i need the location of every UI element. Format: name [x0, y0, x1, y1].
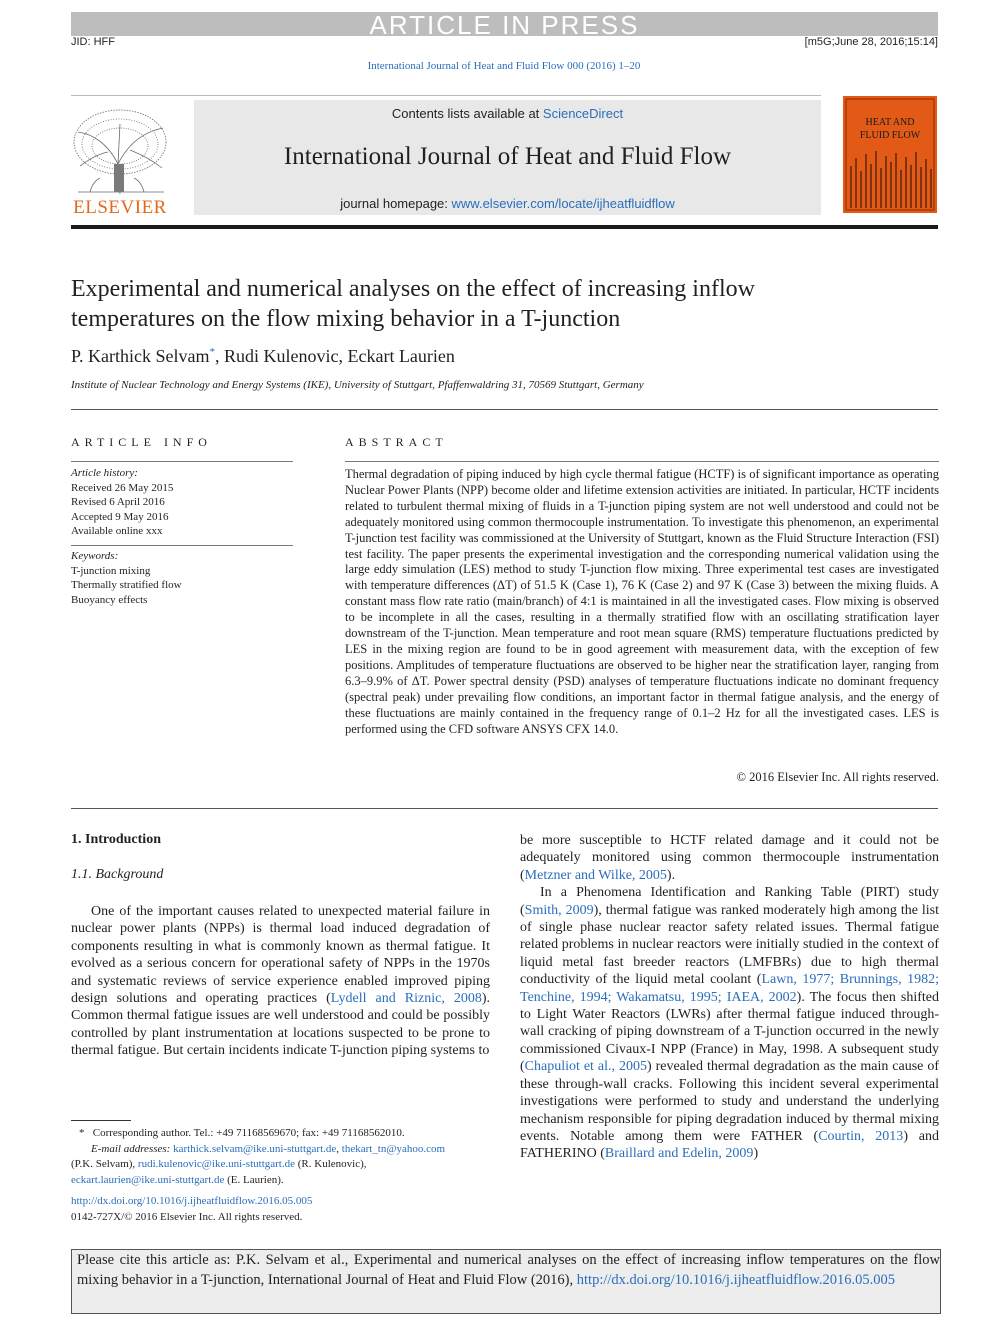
history-received: Received 26 May 2015 [71, 481, 174, 494]
ref-link[interactable]: Lydell and Riznic, 2008 [330, 991, 482, 1007]
cover-art-icon [843, 96, 937, 213]
footnote-mark: * [79, 1127, 85, 1139]
email-line-1 [71, 1142, 501, 1158]
article-in-press-banner: ARTICLE IN PRESS [71, 12, 938, 36]
cite-text: Please cite this article as: P.K. Selvam et al., Experimental and numerical analyses on the effect of increasing inflow temperatures on the flow mixing behavior in a T-junction, International Journal of Heat and Fluid Flow (2016), [77, 1252, 940, 1288]
text-run: be more susceptible to HCTF related damage and it could not be adequately monitored using common thermocouple instrumentation ( [520, 833, 939, 883]
jid-label: JID: HFF [71, 36, 115, 48]
title-divider [71, 409, 938, 410]
intro-paragraph-1 [71, 903, 490, 1060]
text-run: In a Phenomena Identification and Ranking Table (PIRT) study ( [520, 885, 939, 918]
cover-title [843, 116, 937, 142]
text-run: ) [753, 1146, 759, 1162]
keywords-block [71, 549, 182, 607]
keywords-rule [71, 545, 293, 546]
intro-paragraph-continued [520, 832, 939, 884]
footnote-rule [71, 1120, 131, 1121]
journal-title: International Journal of Heat and Fluid Flow [283, 143, 732, 170]
corresponding-author-note [71, 1126, 501, 1142]
cover-title-line1: HEAT AND [865, 117, 915, 128]
keyword-item: Buoyancy effects [71, 593, 148, 606]
section-heading-introduction: 1. Introduction [71, 832, 161, 847]
journal-cover-thumbnail[interactable] [843, 96, 937, 213]
text-run: ), thermal fatigue was ranked moderately high among the list of single phase nuclear reactor safety related issues. Thermal fatigue related problems in nuclear reactors were initially studied in the context of liquid metal fast breeder reactors (LMFBRs) due to high thermal conductivity of the liquid metal coolant ( [520, 902, 939, 988]
ref-link[interactable]: Chapuliot et al., 2005 [524, 1059, 647, 1075]
issn-line: 0142-727X/© 2016 Elsevier Inc. All rights reserved. [71, 1210, 303, 1223]
author-abbrev: (R. Kulenovic), [295, 1158, 367, 1170]
email-link[interactable]: thekart_tn@yahoo.com [341, 1142, 446, 1155]
text-run: ). Common thermal fatigue issues are well understood and could be possibly controlled by plant instrumentation at locations suspected to be prone to thermal fatigue. But certain incidents indicate T-junction piping systems to [71, 991, 491, 1059]
author-abbrev: (E. Laurien). [224, 1173, 284, 1186]
cite-doi-link[interactable]: http://dx.doi.org/10.1016/j.ijheatfluidflow.2016.05.005 [576, 1272, 895, 1288]
text-run: ). The focus then shifted to Light Water Reactors (LWRs) after thermal fatigue induced through-wall cracking of piping downstream of a T-junction occurred in the newly commissioned Civaux-I NPP (France) in May, 1998. A subsequent study ( [520, 989, 939, 1075]
journal-homepage-line [194, 196, 821, 211]
footnote-block [71, 1126, 501, 1225]
contents-line [194, 106, 821, 121]
abstract-copyright: © 2016 Elsevier Inc. All rights reserved. [736, 770, 939, 784]
email-separator: , [336, 1142, 342, 1155]
cite-this-article-box [71, 1249, 941, 1314]
journal-citation-link[interactable]: International Journal of Heat and Fluid Flow 000 (2016) 1–20 [367, 60, 641, 72]
email-line-3 [71, 1173, 501, 1189]
cover-title-line2: FLUID FLOW [859, 130, 921, 141]
email-link[interactable]: rudi.kulenovic@ike.uni-stuttgart.de [137, 1158, 295, 1170]
contents-prefix: Contents lists available at [391, 106, 543, 121]
sciencedirect-link[interactable]: ScienceDirect [542, 106, 624, 121]
elsevier-wordmark: ELSEVIER [73, 197, 167, 218]
affiliation: Institute of Nuclear Technology and Energy Systems (IKE), University of Stuttgart, Pfaffenwaldring 31, 70569 Stuttgart, Germany [71, 379, 644, 391]
article-history [71, 466, 173, 539]
history-accepted: Accepted 9 May 2016 [71, 510, 169, 523]
email-link[interactable]: eckart.laurien@ike.uni-stuttgart.de [71, 1173, 225, 1186]
article-info-rule [71, 461, 293, 462]
abstract-text: Thermal degradation of piping induced by high cycle thermal fatigue (HCTF) is of significant importance as operating Nuclear Power Plants (NPP) become older and lifetime extension activities are initiated. In particular, HCTF incidents related to turbulent thermal mixing of fluids in a T-junction piping system are not well understood and could not be adequately monitored using common thermocouple instrumentation. To investigate this phenomenon, an experimental T-junction test facility was commissioned at the University of Stuttgart, known as the Fluid Structure Interaction (FSI) test facility. The paper presents the experimental investigation and the corresponding numerical validation using the large eddy simulation (LES) method to study T-junction flow mixing. Three experimental test cases are investigated with temperature differences (ΔT) of 51.5 K (Case 1), 76 K (Case 2) and 97 K (Case 3) between the mixing fluids. A constant mass flow rate ratio (main/branch) of 4:1 is maintained in all the investigated cases. Flow mixing is observed to be incomplete in all the cases, resulting in a thermally stratified flow with an oscillating stratification layer downstream of the T-junction. Mean temperature and root mean square (RMS) temperature fluctuations predicted by LES in the mixing region are found to be in good agreement with measurement data, with the exception of few positions. Amplitudes of temperature fluctuations are observed to be higher near the stratification layer, ranging from 6.3–9.9% of ΔT. Power spectral density (PSD) analyses of temperature fluctuations indicate no dominant frequency (spectral peak) under prevailing flow conditions, an important factor in thermal fatigue analysis, and the energy of these fluctuations are mainly contained in the frequency range of 0.1–2 Hz for all the investigated cases. LES is performed using the CFD software ANSYS CFX 14.0. [345, 467, 939, 736]
timestamp-label: [m5G;June 28, 2016;15:14] [804, 36, 938, 48]
homepage-prefix: journal homepage: [340, 196, 452, 211]
intro-left-column [71, 903, 490, 1060]
abstract-heading: ABSTRACT [345, 435, 448, 449]
corresponding-author-text: Corresponding author. Tel.: +49 71168569670; fax: +49 71168562010. [92, 1127, 405, 1139]
email-line-2 [71, 1157, 501, 1173]
abstract-rule [345, 461, 939, 462]
abstract-divider [71, 808, 938, 809]
ref-link[interactable]: Lawn, 1977; Brunnings, 1982; Tenchine, 1994; Wakamatsu, 1995; IAEA, 2002 [520, 972, 939, 1005]
header-top-rule [71, 95, 821, 96]
ref-link[interactable]: Metzner and Wilke, 2005 [524, 867, 667, 883]
author-abbrev: (P.K. Selvam), [71, 1158, 138, 1170]
subsection-heading-background: 1.1. Background [71, 867, 164, 882]
email-link[interactable]: karthick.selvam@ike.uni-stuttgart.de [173, 1142, 337, 1155]
text-run: ). [666, 867, 676, 883]
email-label: E-mail addresses: [91, 1142, 174, 1155]
text-run: One of the important causes related to unexpected material failure in nuclear power plants (NPPs) is thermal load induced degradation of components resulting in what is commonly known as thermal fatigue. It evolved as a serious concern for operational safety of NPPs in the 1970s and systematic reviews of service experience enabled improved piping design solutions and operating practices ( [71, 904, 490, 1007]
keyword-item: T-junction mixing [71, 564, 151, 577]
ref-link[interactable]: Braillard and Edelin, 2009 [604, 1146, 754, 1162]
ref-link[interactable]: Courtin, 2013 [818, 1128, 904, 1144]
author-1: P. Karthick Selvam [71, 346, 210, 366]
keywords-label: Keywords: [71, 550, 119, 562]
ref-link[interactable]: Smith, 2009 [524, 902, 594, 918]
header-bottom-rule [71, 225, 938, 229]
history-revised: Revised 6 April 2016 [71, 496, 165, 508]
corresponding-author-mark[interactable]: * [209, 346, 215, 358]
keyword-item: Thermally stratified flow [71, 579, 182, 591]
other-authors: , Rudi Kulenovic, Eckart Laurien [214, 346, 455, 366]
intro-paragraph-2 [520, 884, 939, 1163]
elsevier-logo[interactable] [68, 104, 172, 218]
article-title: Experimental and numerical analyses on the effect of increasing inflow temperatures on the flow mixing behavior in a T-junction [71, 276, 755, 332]
history-label: Article history: [71, 467, 138, 479]
article-info-heading: ARTICLE INFO [71, 435, 212, 449]
history-available: Available online xxx [71, 525, 163, 537]
author-list [71, 346, 455, 367]
intro-right-column [520, 832, 939, 1163]
doi-link[interactable]: http://dx.doi.org/10.1016/j.ijheatfluidflow.2016.05.005 [71, 1195, 313, 1207]
text-run: ) revealed thermal degradation as the main cause of these through-wall cracks. Following this incident several experimental investigations were performed to study and understand the underlying mechanism responsible for piping degradation induced by thermal mixing events. Notable among them were FATHER ( [520, 1059, 940, 1144]
journal-homepage-link[interactable]: www.elsevier.com/locate/ijheatfluidflow [451, 196, 675, 211]
text-run: ) and FATHERINO ( [520, 1128, 939, 1162]
